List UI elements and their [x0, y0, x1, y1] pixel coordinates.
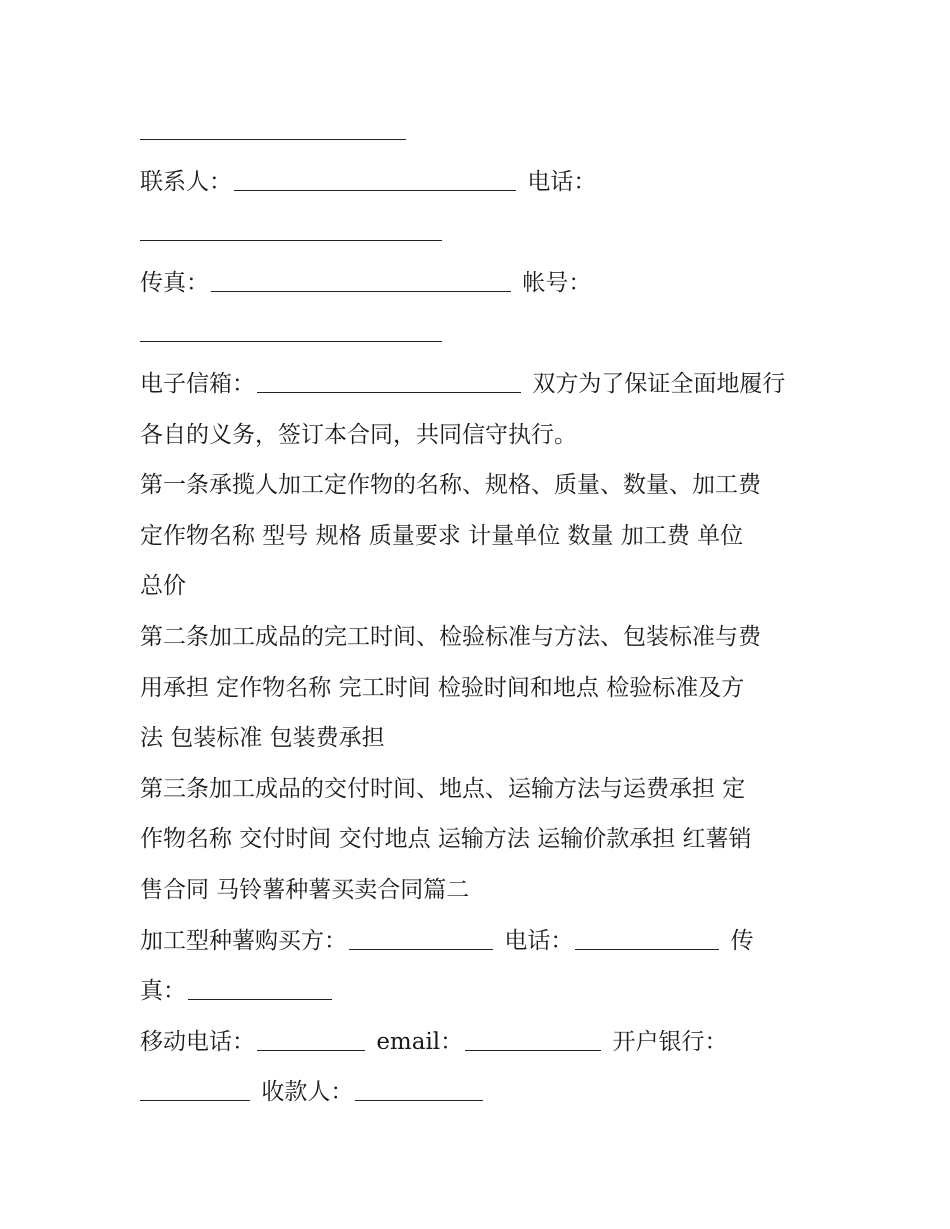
- line-17: [140, 916, 820, 967]
- line-2: [140, 157, 820, 208]
- line-8: [140, 460, 820, 511]
- article-3-columns: 作物名称 交付时间 交付地点 运输方法 运输价款承担 红薯销: [140, 826, 752, 853]
- bank-blank: [140, 1070, 250, 1101]
- mobile-label: 移动电话：: [140, 1028, 255, 1055]
- article-1-columns: 定作物名称 型号 规格 质量要求 计量单位 数量 加工费 单位: [140, 522, 744, 549]
- phone-blank: [140, 210, 442, 241]
- email-label: 电子信箱：: [140, 370, 255, 397]
- line-4: [140, 258, 820, 309]
- buyer-fax-label-end: 真：: [140, 978, 186, 1005]
- contact-blank: [234, 160, 516, 191]
- line-5: [140, 308, 820, 359]
- line-14: [140, 764, 820, 815]
- article-3-heading: 第三条加工成品的交付时间、地点、运输方法与运费承担 定: [140, 775, 746, 802]
- buyer-label: 加工型种薯购买方：: [140, 927, 347, 954]
- line-6-text: 双方为了保证全面地履行: [532, 370, 786, 397]
- article-2-heading: 第二条加工成品的完工时间、检验标准与方法、包装标准与费: [140, 623, 761, 650]
- line-11: [140, 612, 820, 663]
- line-10: [140, 561, 820, 612]
- article-1-heading: 第一条承揽人加工定作物的名称、规格、质量、数量、加工费: [140, 472, 761, 499]
- contact-label: 联系人：: [140, 168, 232, 195]
- line-15: [140, 814, 820, 865]
- line-3: [140, 207, 820, 258]
- bank-label: 开户银行：: [612, 1028, 728, 1055]
- line-18: [140, 966, 820, 1017]
- account-label: 帐号：: [522, 269, 592, 296]
- line-12: [140, 663, 820, 714]
- payee-label: 收款人：: [261, 1079, 354, 1106]
- email-blank-2: [465, 1020, 601, 1051]
- account-blank: [140, 311, 442, 342]
- payee-blank: [355, 1070, 483, 1101]
- mobile-blank: [257, 1020, 365, 1051]
- line-1: [140, 106, 820, 157]
- section-title-part-2: 售合同 马铃薯种薯买卖合同篇二: [140, 876, 470, 903]
- line-9: [140, 511, 820, 562]
- article-2-columns: 用承担 定作物名称 完工时间 检验时间和地点 检验标准及方: [140, 674, 745, 701]
- document-body: [140, 106, 820, 1118]
- line-7-text: 各自的义务，签订本合同，共同信守执行。: [140, 421, 577, 448]
- line-6: [140, 359, 820, 410]
- phone-label: 电话：: [527, 168, 597, 195]
- line-20: [140, 1067, 820, 1118]
- buyer-phone-label: 电话：: [504, 927, 574, 954]
- line-13: [140, 713, 820, 764]
- fax-label: 传真：: [140, 269, 209, 296]
- email-label-2: email：: [376, 1028, 464, 1055]
- article-2-columns-cont: 法 包装标准 包装费承担: [140, 725, 385, 752]
- line-16: [140, 865, 820, 916]
- line-7: [140, 410, 820, 461]
- email-blank: [257, 362, 521, 393]
- buyer-blank: [349, 919, 493, 950]
- article-1-columns-cont: 总价: [140, 573, 186, 600]
- line-19: [140, 1017, 820, 1068]
- buyer-phone-blank: [575, 919, 719, 950]
- buyer-fax-blank: [188, 969, 332, 1000]
- buyer-fax-label-start: 传: [730, 927, 754, 954]
- blank-field: [140, 109, 406, 140]
- fax-blank: [211, 261, 511, 292]
